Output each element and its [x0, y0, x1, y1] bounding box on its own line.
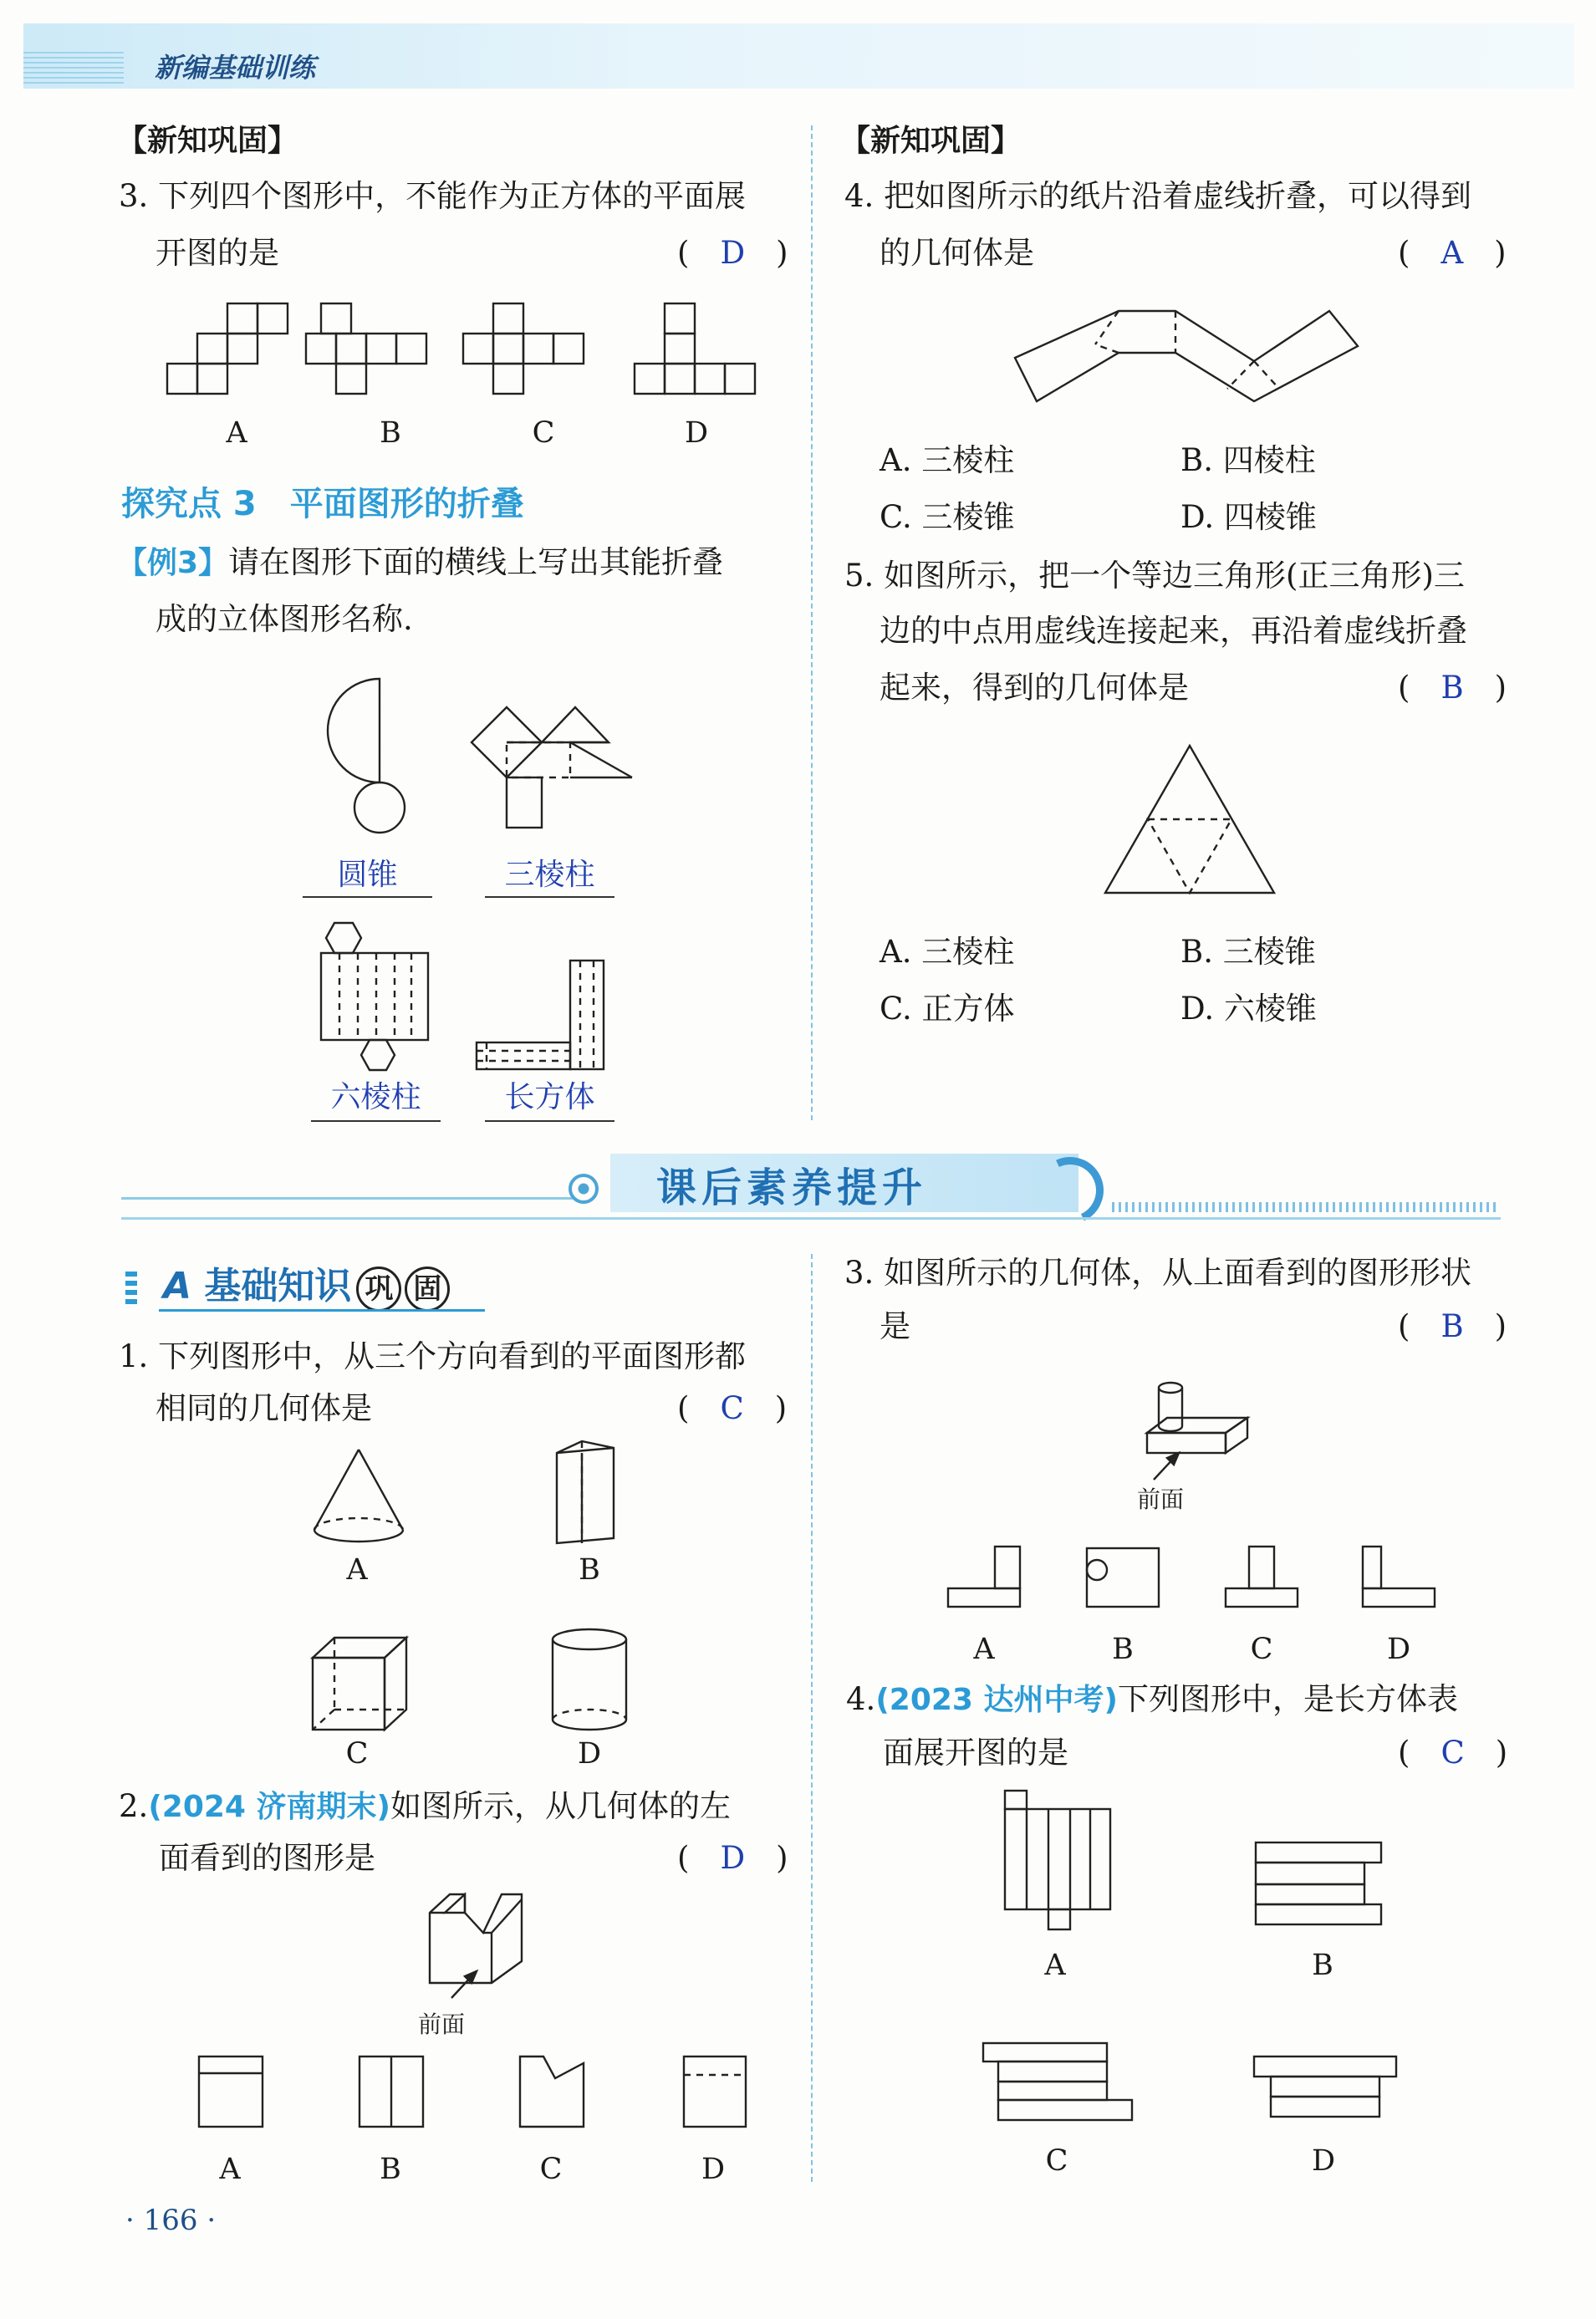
q5-option-a: A. 三棱柱 — [880, 934, 1015, 970]
bq4-net-option-c — [978, 2038, 1137, 2130]
fill-line-1 — [303, 896, 432, 898]
header-series-title: 新编基础训练 — [155, 52, 316, 84]
q5-option-c: C. 正方体 — [880, 991, 1015, 1027]
q5-text-line3: 起来，得到的几何体是 — [880, 670, 1189, 706]
bq2-label-b: B — [380, 2153, 401, 2186]
section-title-left: 【新知巩固】 — [117, 124, 298, 158]
bq4-text-line1 — [846, 1672, 1458, 1728]
cuboid-net-figure — [473, 957, 640, 1074]
q3-answer: D — [720, 235, 746, 271]
bq2-source: (2024 济南期末) — [148, 1790, 390, 1824]
bq2-answer-bracket: ( D ) — [677, 1840, 788, 1876]
section-a-underline — [159, 1309, 485, 1312]
fill-line-4 — [485, 1120, 614, 1122]
bq2-text-line2: 面看到的图形是 — [159, 1840, 375, 1876]
bq3-label-c: C — [1250, 1633, 1273, 1666]
q5-text-line2: 边的中点用虚线连接起来，再沿着虚线折叠 — [880, 613, 1467, 649]
q3-label-a: A — [226, 416, 247, 450]
fill-line-3 — [311, 1120, 441, 1122]
q3-text-line1: 3. 下列四个图形中，不能作为正方体的平面展 — [119, 178, 747, 214]
bq4-answer-bracket: ( C ) — [1398, 1735, 1508, 1771]
bq3-front-label: 前面 — [1137, 1486, 1185, 1513]
bq4-net-option-b — [1251, 1837, 1393, 1929]
q3-label-b: B — [380, 416, 401, 450]
q5-option-b: B. 三棱锥 — [1180, 934, 1316, 970]
explore-title: 探究点 3 平面图形的折叠 — [121, 485, 524, 523]
q4-option-a: A. 三棱柱 — [880, 442, 1015, 478]
bq1-answer-bracket: ( C ) — [677, 1390, 788, 1426]
fill-line-2 — [485, 896, 614, 898]
section-a-title: 基础知识 — [204, 1265, 352, 1307]
bq2-text-line1 — [119, 1779, 731, 1835]
column-divider-top — [811, 125, 813, 1120]
q5-text-line1: 5. 如图所示，把一个等边三角形(正三角形)三 — [844, 558, 1465, 594]
bq2-answer: D — [720, 1840, 746, 1876]
bq2-front-arrow — [443, 1965, 485, 2006]
hexagonal-prism-net-figure — [311, 920, 436, 1074]
q4-text-line1: 4. 把如图所示的纸片沿着虚线折叠，可以得到 — [844, 178, 1472, 214]
q4-option-d: D. 四棱锥 — [1180, 499, 1317, 535]
example-text2: 成的立体图形名称. — [156, 601, 413, 637]
cube-solid-figure — [309, 1634, 410, 1735]
q4-option-b: B. 四棱柱 — [1180, 442, 1316, 478]
bq2-label-c: C — [539, 2153, 563, 2186]
fill-answer-cone: 圆锥 — [337, 858, 398, 892]
bq3-label-b: B — [1112, 1633, 1134, 1666]
q4-folding-strip-figure — [1012, 309, 1363, 410]
section-a-marker — [125, 1271, 137, 1304]
bq1-label-c: C — [345, 1737, 369, 1771]
bq4-net-option-d — [1249, 2051, 1403, 2127]
banner-target-icon — [569, 1174, 599, 1204]
q3-text-line2: 开图的是 — [156, 235, 279, 271]
bq1-label-a: A — [346, 1553, 368, 1587]
triangular-prism-net-figure — [468, 702, 635, 836]
cylinder-solid-figure — [548, 1626, 631, 1735]
bq3-opt-b — [1087, 1548, 1159, 1607]
bq2-opt-b — [359, 2057, 423, 2127]
cone-solid-figure — [311, 1446, 407, 1547]
q4-answer-bracket: ( A ) — [1398, 235, 1507, 271]
bq4-label-b: B — [1312, 1949, 1333, 1982]
net-b — [306, 303, 426, 394]
q5-triangle-figure — [1102, 742, 1277, 898]
banner-line-bottom — [121, 1217, 1501, 1220]
q5-answer-bracket: ( B ) — [1398, 670, 1507, 706]
section-a-badge-2: 固 — [405, 1267, 450, 1312]
bq3-front-arrow — [1145, 1446, 1187, 1485]
example-3 — [117, 535, 723, 591]
bq2-opt-c — [520, 2057, 584, 2127]
bq2-text1: 如图所示，从几何体的左 — [390, 1788, 731, 1824]
section-a-heading — [163, 1256, 450, 1312]
bq4-label-a: A — [1044, 1949, 1066, 1982]
q3-label-d: D — [684, 416, 709, 450]
banner-line-left — [121, 1197, 573, 1200]
triangular-prism-solid-figure — [552, 1440, 627, 1548]
fill-answer-hexagonal-prism: 六棱柱 — [330, 1080, 421, 1114]
q4-answer: A — [1440, 235, 1464, 271]
bq4-text-line2: 面展开图的是 — [883, 1735, 1068, 1771]
bq4-label-c: C — [1045, 2144, 1068, 2178]
banner-stripes-right — [1112, 1202, 1497, 1212]
column-divider-bottom — [811, 1254, 813, 2182]
bq3-answer: B — [1440, 1308, 1464, 1344]
header-stripes — [23, 50, 124, 84]
bq2-label-a: A — [219, 2153, 241, 2186]
bq1-text-line1: 1. 下列图形中，从三个方向看到的平面图形都 — [119, 1338, 747, 1374]
bq2-num: 2. — [119, 1788, 149, 1824]
banner-title: 课后素养提升 — [656, 1165, 928, 1211]
bq3-opt-a — [948, 1547, 1020, 1607]
q3-label-c: C — [532, 416, 555, 450]
section-a-letter: A — [163, 1265, 192, 1307]
bq4-net-option-a — [1000, 1787, 1117, 1938]
bq1-text-line2: 相同的几何体是 — [156, 1390, 372, 1426]
bq3-opt-d — [1363, 1547, 1435, 1607]
bq1-answer: C — [720, 1390, 744, 1426]
net-a — [167, 303, 288, 394]
net-d — [635, 303, 755, 394]
section-a-badge-1: 巩 — [356, 1267, 401, 1312]
page-number: · 166 · — [125, 2204, 217, 2237]
q5-option-d: D. 六棱锥 — [1180, 991, 1317, 1027]
bq2-opt-a — [199, 2057, 263, 2127]
bq4-answer: C — [1440, 1735, 1465, 1771]
cone-net-figure — [326, 675, 418, 843]
bq3-answer-bracket: ( B ) — [1398, 1308, 1507, 1344]
bq2-option-figures — [194, 2050, 762, 2133]
net-c — [463, 303, 584, 394]
bq3-opt-c — [1226, 1547, 1298, 1607]
bq4-num: 4. — [846, 1681, 876, 1717]
q3-net-figures — [167, 301, 769, 418]
section-title-right: 【新知巩固】 — [840, 124, 1022, 158]
bq2-opt-d — [684, 2057, 746, 2127]
example-tag: 【例3】 — [117, 546, 229, 580]
bq1-label-b: B — [579, 1553, 600, 1587]
q5-answer: B — [1440, 670, 1464, 706]
example-text1: 请在图形下面的横线上写出其能折叠 — [228, 544, 724, 580]
bq4-source: (2023 达州中考) — [875, 1683, 1118, 1717]
bq3-label-a: A — [973, 1633, 995, 1666]
q4-option-c: C. 三棱锥 — [880, 499, 1015, 535]
bq3-label-d: D — [1386, 1633, 1411, 1666]
q4-text-line2: 的几何体是 — [880, 235, 1034, 271]
bq3-option-figures — [945, 1543, 1446, 1610]
q3-answer-bracket: ( D ) — [677, 235, 788, 271]
bq4-text1: 下列图形中，是长方体表 — [1117, 1681, 1458, 1717]
fill-answer-cuboid: 长方体 — [504, 1080, 595, 1114]
bq2-label-d: D — [701, 2153, 726, 2186]
bq1-label-d: D — [577, 1737, 602, 1771]
fill-answer-triangular-prism: 三棱柱 — [504, 858, 595, 892]
bq4-label-d: D — [1311, 2144, 1336, 2178]
bq2-front-label: 前面 — [418, 2011, 466, 2038]
bq3-text-line2: 是 — [880, 1308, 910, 1344]
bq3-text-line1: 3. 如图所示的几何体，从上面看到的图形形状 — [844, 1255, 1472, 1291]
